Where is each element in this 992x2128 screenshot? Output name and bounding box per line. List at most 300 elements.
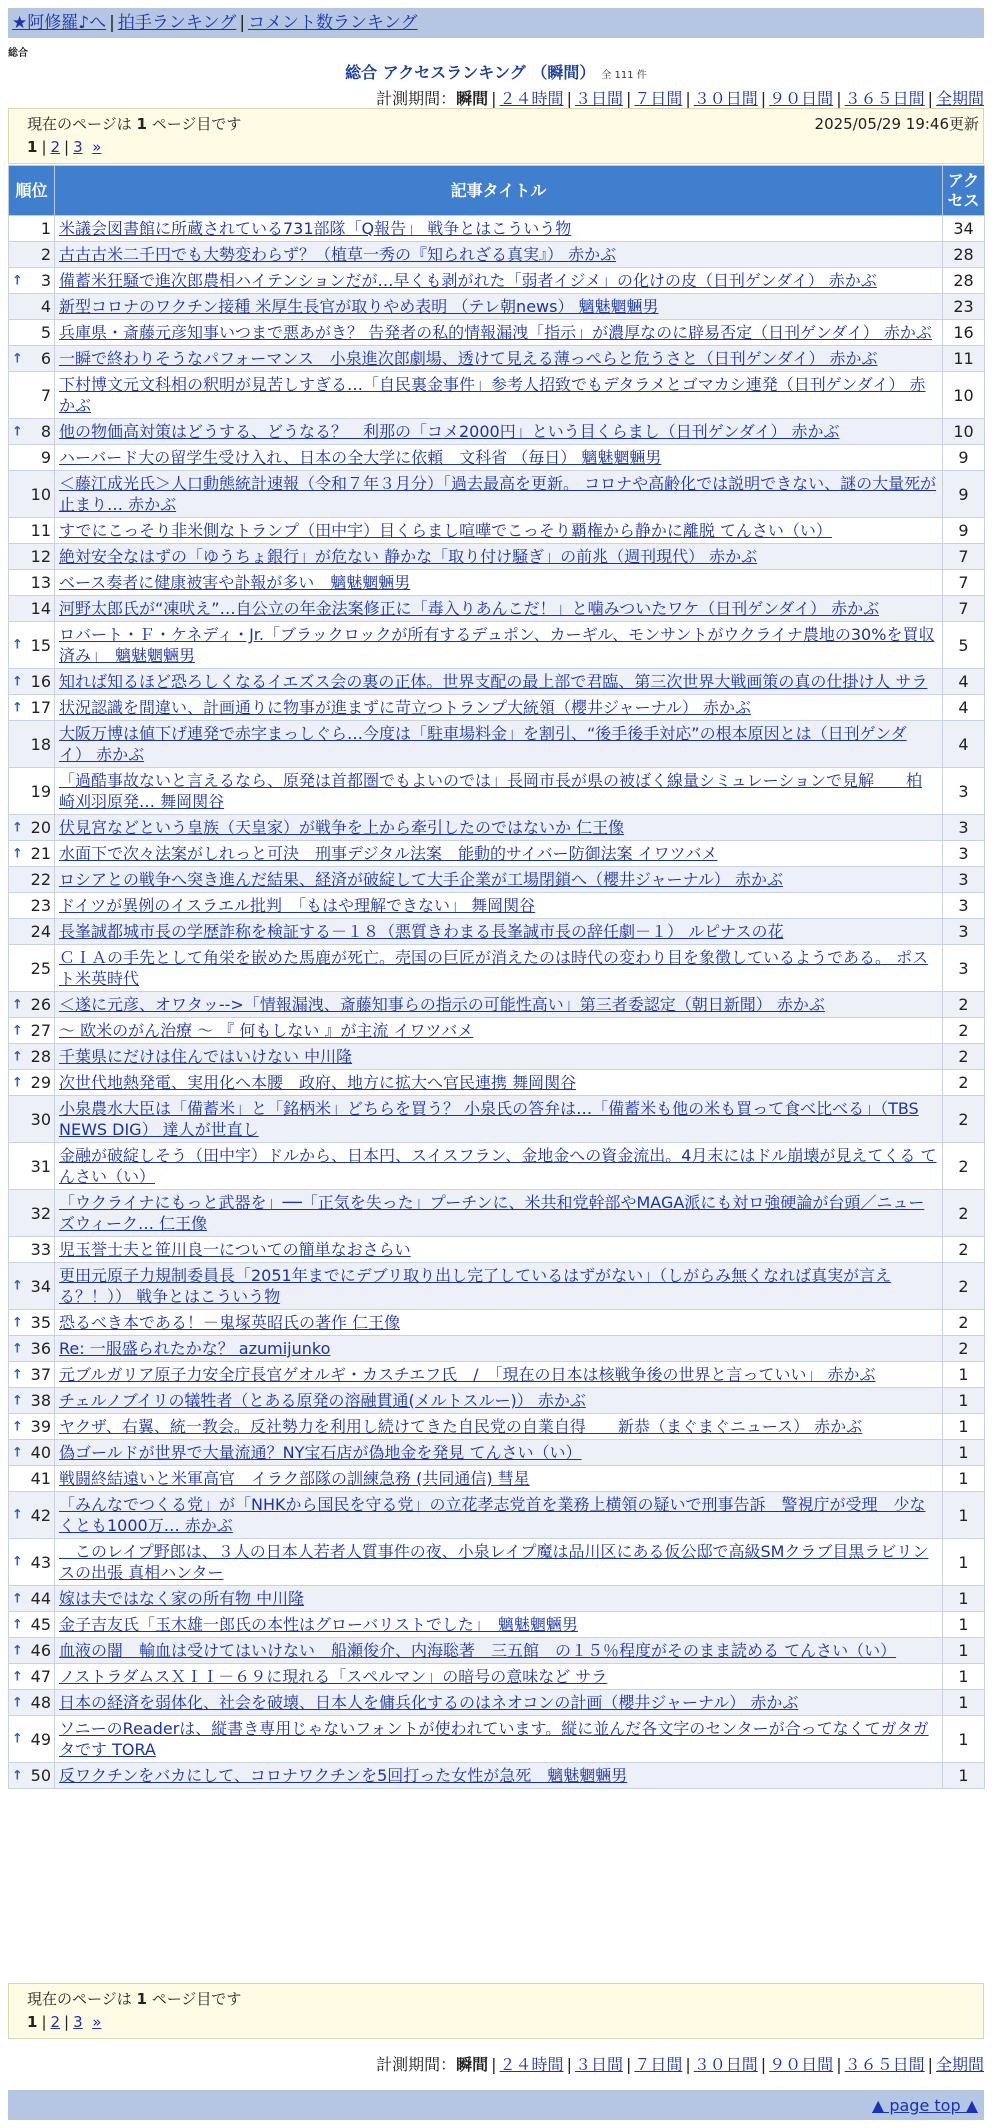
access-count: 1 — [943, 1388, 985, 1414]
table-row — [9, 320, 985, 346]
access-count: 2 — [943, 1190, 985, 1237]
article-link[interactable]: このレイプ野郎は、３人の日本人若者人質事件の夜、小泉レイプ魔は品川区にある仮公邸で高級SMクラブ目黒ラビリンスの出張 真相ハンター — [59, 1542, 929, 1582]
rank-up-arrow-icon: ↑ — [12, 997, 23, 1012]
rank-number: 11 — [30, 521, 51, 540]
rank-up-arrow-icon: ↑ — [12, 1419, 23, 1434]
period-separator: | — [685, 89, 691, 108]
table-row — [9, 294, 985, 320]
access-count: 3 — [943, 945, 985, 992]
article-link[interactable]: ソニーのReaderは、縦書き専用じゃないフォントが使われています。縦に並んだ各文字のセンターが合ってなくてガタガタです TORA — [59, 1719, 929, 1759]
clap-ranking-link[interactable]: 拍手ランキング — [117, 13, 237, 33]
rank-number: 27 — [30, 1021, 51, 1040]
access-count: 23 — [943, 294, 985, 320]
access-count: 7 — [943, 570, 985, 596]
access-count: 2 — [943, 1070, 985, 1096]
rank-number: 39 — [30, 1417, 51, 1436]
article-link[interactable]: すでにこっそり非米側なトランプ（田中宇）目くらまし喧嘩でこっそり覇権から静かに離脱 てんさい（い） — [59, 521, 832, 540]
access-count: 1 — [943, 1586, 985, 1612]
access-count: 16 — [943, 320, 985, 346]
title-cell — [55, 445, 943, 471]
access-count: 34 — [943, 216, 985, 242]
pagination: 1 | 2 | 3 » — [27, 138, 102, 156]
period-selector-bottom — [376, 2052, 984, 2075]
rank-number: 10 — [30, 484, 51, 504]
period-separator: | — [836, 89, 842, 108]
table-row — [9, 1716, 985, 1763]
access-count: 1 — [943, 1763, 985, 1789]
article-link[interactable]: 金融が破綻しそう（田中宇）ドルから、日本円、スイスフラン、金地金への資金流出。4月末にはドル崩壊が見えてくる てんさい（い） — [59, 1146, 937, 1186]
access-count: 9 — [943, 445, 985, 471]
access-count: 2 — [943, 1336, 985, 1362]
access-count: 1 — [943, 1664, 985, 1690]
rank-number: 22 — [30, 870, 51, 889]
access-count: 28 — [943, 242, 985, 268]
article-link[interactable]: ロバート・Ｆ・ケネディ・Jr.「ブラックロックが所有するデュポン、カーギル、モンサントがウクライナ農地の30%を買収済み」 魑魅魍魎男 — [59, 625, 935, 665]
access-count: 11 — [943, 346, 985, 372]
table-row — [9, 1336, 985, 1362]
period-link[interactable]: ３６５日間 — [844, 89, 925, 108]
rank-cell — [9, 622, 55, 669]
article-link[interactable]: 河野太郎氏が“凍吠え”…自公立の年金法案修正に「毒入りあんこだ！」と噛みついたワケ（日刊ゲンダイ） 赤かぶ — [59, 599, 880, 618]
rank-cell — [9, 570, 55, 596]
access-count: 28 — [943, 268, 985, 294]
access-count: 1 — [943, 1440, 985, 1466]
period-link[interactable]: ３日間 — [574, 2055, 623, 2074]
rank-up-arrow-icon: ↑ — [12, 1617, 23, 1632]
access-count: 3 — [943, 815, 985, 841]
rank-number: 42 — [30, 1505, 51, 1525]
rank-cell — [9, 1638, 55, 1664]
table-row — [9, 1539, 985, 1586]
rank-cell — [9, 1492, 55, 1539]
table-row — [9, 893, 985, 919]
table-row — [9, 1664, 985, 1690]
rank-up-arrow-icon: ↑ — [12, 1507, 23, 1523]
article-link[interactable]: ＜藤江成光氏＞人口動態統計速報（令和７年３月分）「過去最高を更新。 コロナや高齢化では説明できない、謎の大量死が止まり… 赤かぶ — [59, 474, 937, 514]
rank-number: 41 — [30, 1469, 51, 1488]
pagination: 1 | 2 | 3 » — [27, 2013, 102, 2031]
rank-cell — [9, 596, 55, 622]
rank-cell — [9, 768, 55, 815]
article-link[interactable]: ＣＩＡの手先として角栄を嵌めた馬鹿が死亡。売国の巨匠が消えたのは時代の変わり目を象徴しているようである。 ポスト米英時代 — [59, 948, 929, 988]
article-link[interactable]: 「過酷事故ないと言えるなら、原発は首都圏でもよいのでは」長岡市長が県の被ばく線量シミュレーションで見解 柏崎刈羽原発… 舞岡関谷 — [59, 771, 923, 811]
table-row — [9, 1362, 985, 1388]
rank-number: 31 — [30, 1156, 51, 1176]
table-row — [9, 1612, 985, 1638]
rank-cell — [9, 1336, 55, 1362]
rank-cell — [9, 1143, 55, 1190]
rank-number: 23 — [30, 896, 51, 915]
rank-number: 28 — [30, 1047, 51, 1066]
rank-number: 15 — [30, 635, 51, 655]
total-count: 全 111 件 — [601, 70, 647, 81]
rank-cell — [9, 695, 55, 721]
rank-number: 19 — [30, 781, 51, 801]
table-row — [9, 1143, 985, 1190]
access-count: 7 — [943, 596, 985, 622]
period-link[interactable]: ２４時間 — [499, 2055, 564, 2074]
table-row — [9, 1638, 985, 1664]
period-separator: | — [625, 2055, 632, 2074]
rank-number: 14 — [30, 599, 51, 618]
title-cell — [55, 242, 943, 268]
period-link[interactable]: ３６５日間 — [844, 2055, 925, 2074]
article-link[interactable]: 金子吉友氏「玉木雄一郎氏の本性はグローバリストでした」 魑魅魍魎男 — [59, 1615, 578, 1634]
article-link[interactable]: ～ 欧米のがん治療 ～ 『 何もしない 』が主流 イワツバメ — [59, 1021, 474, 1040]
table-row — [9, 669, 985, 695]
article-link[interactable]: 米議会図書館に所蔵されている731部隊「Q報告」 戦争とはこういう物 — [59, 219, 572, 238]
next-page-link[interactable]: » — [92, 138, 102, 156]
rank-cell — [9, 1044, 55, 1070]
period-label: 計測期間： — [376, 2055, 457, 2074]
article-link[interactable]: 小泉農水大臣は「備蓄米」と「銘柄米」どちらを買う？ 小泉氏の答弁は…「備蓄米も他の米も買って食べ比べる」（TBS NEWS DIG） 達人が世直し — [59, 1099, 919, 1139]
period-link[interactable]: ３日間 — [574, 89, 623, 108]
title-cell — [55, 1586, 943, 1612]
rank-cell — [9, 1466, 55, 1492]
rank-number: 48 — [30, 1693, 51, 1712]
article-link[interactable]: チェルノブイリの犠牲者（とある原発の溶融貫通(メルトスルー)） 赤かぶ — [59, 1391, 586, 1410]
table-row — [9, 1044, 985, 1070]
title-cell — [55, 1237, 943, 1263]
rank-up-arrow-icon: ↑ — [12, 1075, 23, 1090]
period-separator: | — [491, 2055, 497, 2074]
title-cell — [55, 815, 943, 841]
table-row — [9, 1388, 985, 1414]
title-header: 記事タイトル — [55, 166, 943, 216]
title-cell — [55, 669, 943, 695]
title-cell — [55, 320, 943, 346]
article-link[interactable]: 恐るべき本である！－鬼塚英昭氏の著作 仁王像 — [59, 1313, 401, 1332]
rank-cell — [9, 419, 55, 445]
article-link[interactable]: ロシアとの戦争へ突き進んだ結果、経済が破綻して大手企業が工場閉鎖へ（櫻井ジャーナル） 赤かぶ — [59, 870, 783, 889]
rank-number: 46 — [30, 1641, 51, 1660]
current-page-text: 現在のページは 1 ページ目です — [27, 1990, 242, 2008]
access-count: 2 — [943, 1096, 985, 1143]
article-link[interactable]: ドイツが異例のイスラエル批判 「もはや理解できない」 舞岡関谷 — [59, 896, 536, 915]
rank-number: 1 — [40, 219, 51, 238]
article-link[interactable]: 更田元原子力規制委員長「2051年までにデブリ取り出し完了しているはずがない」（しがらみ無くなれば真実が言える？！）） 戦争とはこういう物 — [59, 1266, 892, 1306]
rank-number: 30 — [30, 1109, 51, 1129]
rank-cell — [9, 544, 55, 570]
rank-up-arrow-icon: ↑ — [12, 846, 23, 861]
rank-number: 32 — [30, 1203, 51, 1223]
rank-cell — [9, 320, 55, 346]
top-nav-bar — [8, 8, 984, 38]
article-link[interactable]: 戦闘終結遠いと米軍高官 イラク部隊の訓練急務 (共同通信) 彗星 — [59, 1469, 530, 1488]
article-link[interactable]: ハーバード大の留学生受け入れ、日本の全大学に依頼 文科省 （毎日） 魑魅魍魎男 — [59, 448, 662, 467]
access-count: 1 — [943, 1638, 985, 1664]
article-link[interactable]: Re: 一服盛られたかな？ azumijunko — [59, 1339, 331, 1358]
table-row — [9, 419, 985, 445]
section-label: 総合 — [8, 48, 28, 59]
rank-cell — [9, 346, 55, 372]
article-link[interactable]: 反ワクチンをバカにして、コロナワクチンを5回打った女性が急死 魑魅魍魎男 — [59, 1766, 628, 1785]
rank-number: 5 — [40, 323, 51, 342]
rank-up-arrow-icon: ↑ — [12, 1023, 23, 1038]
table-row — [9, 471, 985, 518]
table-row — [9, 268, 985, 294]
access-count: 2 — [943, 1018, 985, 1044]
article-link[interactable]: 千葉県にだけは住んではいけない 中川隆 — [59, 1047, 353, 1066]
article-link[interactable]: 次世代地熱発電、実用化へ本腰 政府、地方に拡大へ官民連携 舞岡関谷 — [59, 1073, 577, 1092]
rank-number: 25 — [30, 958, 51, 978]
table-row — [9, 1263, 985, 1310]
table-row — [9, 768, 985, 815]
rank-cell — [9, 841, 55, 867]
table-row — [9, 992, 985, 1018]
period-selector-top — [376, 86, 984, 109]
article-link[interactable]: 嫁は夫ではなく家の所有物 中川隆 — [59, 1589, 305, 1608]
table-row — [9, 1414, 985, 1440]
article-link[interactable]: 古古古米二千円でも大勢変わらず？（植草一秀の『知られざる真実』） 赤かぶ — [59, 245, 617, 264]
rank-number: 21 — [30, 844, 51, 863]
article-link[interactable]: 「みんなでつくる党」が「NHKから国民を守る党」の立花孝志党首を業務上横領の疑いで刑事告訴 警視庁が受理 少なくとも1000万… 赤かぶ — [59, 1495, 926, 1535]
article-link[interactable]: 備蓄米狂騒で進次郎農相ハイテンションだが…早くも剥がれた「弱者イジメ」の化けの皮（日刊ゲンダイ） 赤かぶ — [59, 271, 877, 290]
comment-ranking-link[interactable]: コメント数ランキング — [248, 13, 418, 33]
rank-up-arrow-icon: ↑ — [12, 1554, 23, 1570]
title-cell — [55, 893, 943, 919]
table-row — [9, 1018, 985, 1044]
article-link[interactable]: 水面下で次々法案がしれっと可決 刑事デジタル法案 能動的サイバー防御法案 イワツバメ — [59, 844, 718, 863]
title-cell — [55, 1310, 943, 1336]
home-link[interactable]: ★阿修羅♪へ — [12, 13, 107, 33]
rank-up-arrow-icon: ↑ — [12, 1341, 23, 1356]
title-cell — [55, 867, 943, 893]
access-count: 9 — [943, 471, 985, 518]
period-separator: | — [685, 2055, 691, 2074]
title-cell — [55, 1414, 943, 1440]
title-cell — [55, 544, 943, 570]
period-link[interactable]: ７日間 — [634, 89, 683, 108]
table-row — [9, 919, 985, 945]
table-row — [9, 346, 985, 372]
article-link[interactable]: 大阪万博は値下げ連発で赤字まっしぐら…今度は「駐車場料金」を割引、“後手後手対応”の根本原因とは（日刊ゲンダイ） 赤かぶ — [59, 724, 907, 764]
page-link-3[interactable]: 3 — [73, 2013, 83, 2031]
page-top-link[interactable]: ▲ page top ▲ — [871, 2096, 978, 2115]
rank-up-arrow-icon: ↑ — [12, 1393, 23, 1408]
period-link[interactable]: 全期間 — [935, 2055, 984, 2074]
period-separator: | — [760, 2055, 767, 2074]
title-cell — [55, 1190, 943, 1237]
rank-cell — [9, 1190, 55, 1237]
rank-number: 26 — [30, 995, 51, 1014]
access-count: 1 — [943, 1539, 985, 1586]
rank-number: 18 — [30, 734, 51, 754]
title-cell — [55, 1018, 943, 1044]
period-link[interactable]: ２４時間 — [499, 89, 564, 108]
article-link[interactable]: ベース奏者に健康被害や訃報が多い 魑魅魍魎男 — [59, 573, 411, 592]
rank-cell — [9, 242, 55, 268]
period-separator: | — [491, 89, 497, 108]
access-count: 4 — [943, 669, 985, 695]
rank-number: 33 — [30, 1240, 51, 1259]
rank-up-arrow-icon: ↑ — [12, 1768, 23, 1783]
table-row — [9, 721, 985, 768]
period-link[interactable]: ９０日間 — [769, 2055, 834, 2074]
rank-number: 43 — [30, 1552, 51, 1572]
table-row — [9, 518, 985, 544]
rank-number: 13 — [30, 573, 51, 592]
article-link[interactable]: 絶対安全なはずの「ゆうちょ銀行」が危ない 静かな「取り付け騒ぎ」の前兆（週刊現代） 赤かぶ — [59, 547, 758, 566]
rank-cell — [9, 1070, 55, 1096]
page-title-text: 総合 アクセスランキング （瞬間） — [345, 63, 596, 82]
article-link[interactable]: 「ウクライナにもっと武器を」──「正気を失った」プーチンに、米共和党幹部やMAGA派にも対ロ強硬論が台頭／ニューズウィーク… 仁王像 — [59, 1193, 925, 1233]
table-row — [9, 815, 985, 841]
article-link[interactable]: 他の物価高対策はどうする、どうなる？ 利那の「コメ2000円」という目くらまし（日刊ゲンダイ） 赤かぶ — [59, 422, 840, 441]
rank-cell — [9, 518, 55, 544]
article-link[interactable]: 長峯誠都城市長の学歴詐称を検証する－１８（悪質きわまる長峯誠市長の辞任劇－１） ルピナスの花 — [59, 922, 784, 941]
page-link-3[interactable]: 3 — [73, 138, 83, 156]
rank-up-arrow-icon: ↑ — [12, 1445, 23, 1460]
table-row — [9, 622, 985, 669]
article-link[interactable]: 偽ゴールドが世界で大量流通？NY宝石店が偽地金を発見 てんさい（い） — [59, 1443, 582, 1462]
title-cell — [55, 1096, 943, 1143]
article-link[interactable]: 血液の闇 輸血は受けてはいけない 船瀬俊介、内海聡著 三五館 の１５％程度がそのまま読める てんさい（い） — [59, 1641, 897, 1660]
rank-cell — [9, 1310, 55, 1336]
rank-cell — [9, 1612, 55, 1638]
rank-up-arrow-icon: ↑ — [12, 820, 23, 835]
article-link[interactable]: 状況認識を間違い、計画通りに物事が進まずに苛立つトランプ大統領（櫻井ジャーナル） 赤かぶ — [59, 698, 751, 717]
access-header: アクセス — [943, 166, 985, 216]
rank-cell — [9, 1237, 55, 1263]
title-cell — [55, 721, 943, 768]
title-cell — [55, 622, 943, 669]
rank-cell — [9, 294, 55, 320]
title-cell — [55, 419, 943, 445]
rank-cell — [9, 1586, 55, 1612]
table-row — [9, 1466, 985, 1492]
title-cell — [55, 695, 943, 721]
rank-cell — [9, 1690, 55, 1716]
period-separator: | — [760, 89, 767, 108]
rank-up-arrow-icon: ↑ — [12, 1367, 23, 1382]
rank-cell — [9, 372, 55, 419]
table-row — [9, 841, 985, 867]
article-link[interactable]: 下村博文元文科相の釈明が見苦しすぎる…「自民裏金事件」参考人招致でもデタラメとゴマカシ連発（日刊ゲンダイ） 赤かぶ — [59, 375, 926, 415]
title-cell — [55, 1664, 943, 1690]
ranking-table — [8, 165, 985, 1789]
page-link-2[interactable]: 2 — [50, 2013, 61, 2031]
rank-cell — [9, 1096, 55, 1143]
rank-up-arrow-icon: ↑ — [12, 637, 23, 653]
rank-number: 37 — [30, 1365, 51, 1384]
period-link[interactable]: ７日間 — [634, 2055, 683, 2074]
access-count: 1 — [943, 1414, 985, 1440]
rank-number: 17 — [30, 698, 51, 717]
page-link-2[interactable]: 2 — [50, 138, 61, 156]
table-row — [9, 544, 985, 570]
title-cell — [55, 372, 943, 419]
title-cell — [55, 1716, 943, 1763]
access-count: 2 — [943, 1263, 985, 1310]
title-cell — [55, 945, 943, 992]
rank-up-arrow-icon: ↑ — [12, 1695, 23, 1710]
page-title — [0, 60, 992, 83]
table-row — [9, 242, 985, 268]
period-link[interactable]: ９０日間 — [769, 89, 834, 108]
article-link[interactable]: 元ブルガリア原子力安全庁長官ゲオルギ・カスチエフ氏 / 「現在の日本は核戦争後の世界と言っていい」 赤かぶ — [59, 1365, 876, 1384]
access-count: 10 — [943, 372, 985, 419]
rank-cell — [9, 1388, 55, 1414]
period-link[interactable]: ３０日間 — [693, 89, 758, 108]
rank-cell — [9, 1763, 55, 1789]
article-link[interactable]: 伏見宮などという皇族（天皇家）が戦争を上から牽引したのではないか 仁王像 — [59, 818, 625, 837]
article-link[interactable]: 一瞬で終わりそうなパフォーマンス 小泉進次郎劇場、透けて見える薄っぺらと危うさと（日刊ゲンダイ） 赤かぶ — [59, 349, 878, 368]
next-page-link[interactable]: » — [92, 2013, 102, 2031]
rank-up-arrow-icon: ↑ — [12, 1315, 23, 1330]
article-link[interactable]: ヤクザ、右翼、統一教会。反社勢力を利用し続けてきた自民党の自業自得 新恭（まぐまぐニュース） 赤かぶ — [59, 1417, 863, 1436]
rank-up-arrow-icon: ↑ — [12, 1049, 23, 1064]
rank-cell — [9, 268, 55, 294]
article-link[interactable]: ＜遂に元彦、オワタッ-->「情報漏洩、斎藤知事らの指示の可能性高い」第三者委認定（朝日新聞） 赤かぶ — [59, 995, 825, 1014]
table-row — [9, 445, 985, 471]
rank-up-arrow-icon: ↑ — [12, 700, 23, 715]
title-cell — [55, 768, 943, 815]
table-row — [9, 945, 985, 992]
article-link[interactable]: 兵庫県・斎藤元彦知事いつまで悪あがき？ 告発者の私的情報漏洩「指示」が濃厚なのに辟易否定（日刊ゲンダイ） 赤かぶ — [59, 323, 932, 342]
title-cell — [55, 596, 943, 622]
table-row — [9, 867, 985, 893]
rank-up-arrow-icon: ↑ — [12, 1731, 23, 1747]
access-count: 9 — [943, 518, 985, 544]
period-link[interactable]: 全期間 — [935, 89, 984, 108]
table-row — [9, 216, 985, 242]
rank-number: 38 — [30, 1391, 51, 1410]
table-row — [9, 1190, 985, 1237]
title-cell — [55, 1690, 943, 1716]
article-link[interactable]: ノストラダムスＸＩＩ－６９に現れる「スペルマン」の暗号の意味など サラ — [59, 1667, 608, 1686]
access-count: 1 — [943, 1716, 985, 1763]
article-link[interactable]: 新型コロナのワクチン接種 米厚生長官が取りやめ表明 （テレ朝news） 魑魅魍魎男 — [59, 297, 659, 316]
table-row — [9, 1586, 985, 1612]
access-count: 7 — [943, 544, 985, 570]
rank-cell — [9, 815, 55, 841]
period-separator: | — [566, 89, 572, 108]
rank-cell — [9, 1539, 55, 1586]
title-cell — [55, 1440, 943, 1466]
access-count: 3 — [943, 841, 985, 867]
rank-number: 34 — [30, 1276, 51, 1296]
page-info-top — [8, 108, 984, 164]
title-cell — [55, 1466, 943, 1492]
access-count: 1 — [943, 1362, 985, 1388]
rank-number: 3 — [40, 271, 51, 290]
title-cell — [55, 294, 943, 320]
table-row — [9, 596, 985, 622]
nav-separator: | — [239, 13, 246, 33]
article-link[interactable]: 日本の経済を弱体化、社会を破壊、日本人を傭兵化するのはネオコンの計画（櫻井ジャーナル） 赤かぶ — [59, 1693, 799, 1712]
rank-cell — [9, 1440, 55, 1466]
rank-number: 47 — [30, 1667, 51, 1686]
title-cell — [55, 1763, 943, 1789]
title-cell — [55, 1492, 943, 1539]
rank-up-arrow-icon: ↑ — [12, 1591, 23, 1606]
article-link[interactable]: 知れば知るほど恐ろしくなるイエズス会の裏の正体。世界支配の最上部で君臨、第三次世界大戦画策の真の仕掛け人 サラ — [59, 672, 928, 691]
rank-number: 44 — [30, 1589, 51, 1608]
article-link[interactable]: 児玉誉士夫と笹川良一についての簡単なおさらい — [59, 1240, 411, 1259]
rank-number: 2 — [40, 245, 51, 264]
access-count: 4 — [943, 695, 985, 721]
access-count: 3 — [943, 893, 985, 919]
rank-up-arrow-icon: ↑ — [12, 351, 23, 366]
rank-up-arrow-icon: ↑ — [12, 1278, 23, 1294]
rank-number: 35 — [30, 1313, 51, 1332]
period-link[interactable]: ３０日間 — [693, 2055, 758, 2074]
rank-cell — [9, 867, 55, 893]
rank-number: 24 — [30, 922, 51, 941]
period-label: 計測期間： — [376, 89, 457, 108]
rank-cell — [9, 721, 55, 768]
